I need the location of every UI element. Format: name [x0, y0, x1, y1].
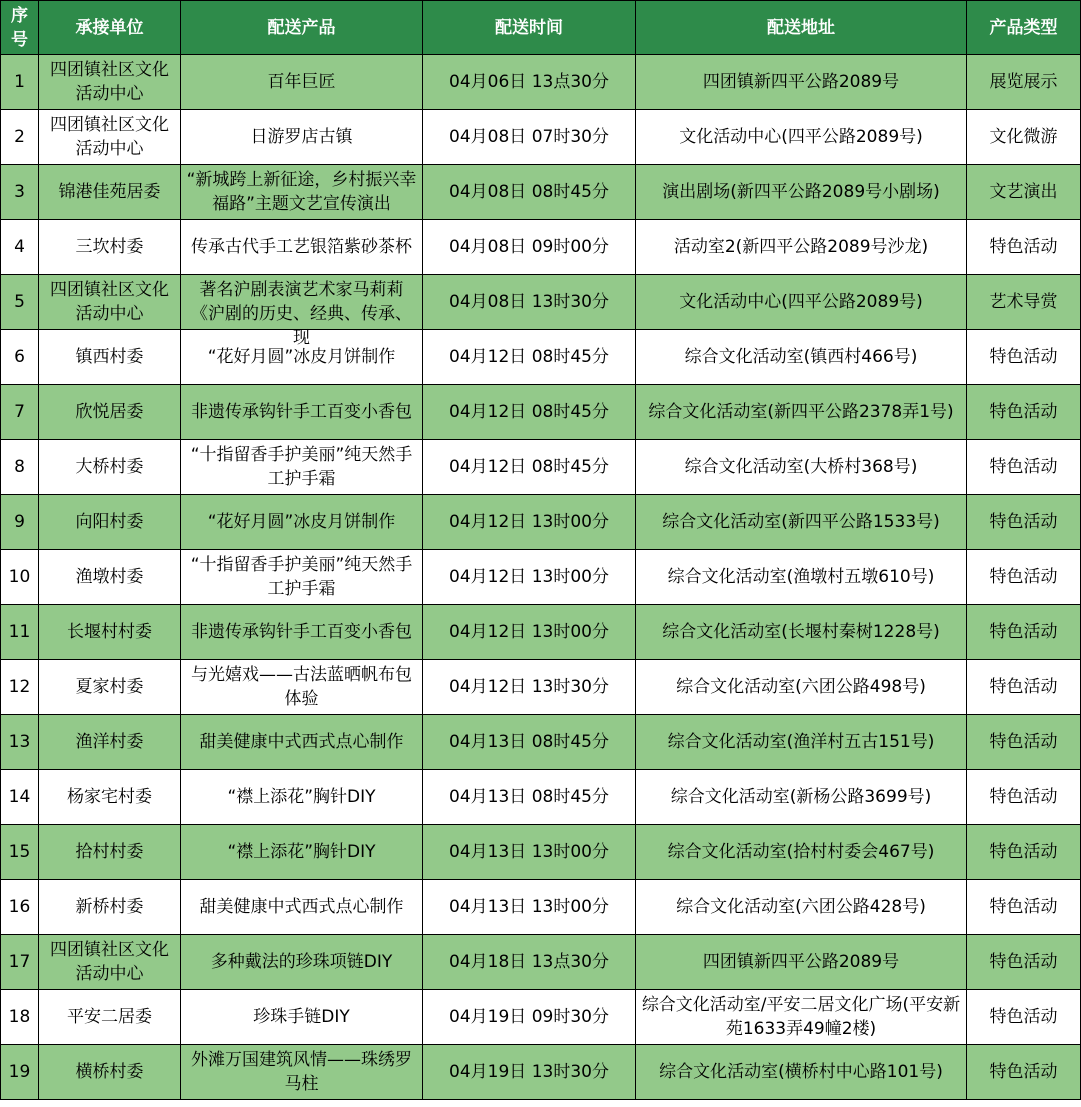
- header-receiving-unit: 承接单位: [39, 1, 181, 55]
- cell-delivery-time: [423, 330, 636, 385]
- cell-delivery-product: [181, 715, 423, 770]
- cell-receiving-unit: [39, 385, 181, 440]
- cell-delivery-time-text: 04月12日 08时45分: [449, 402, 609, 422]
- cell-delivery-product: [181, 550, 423, 605]
- table-row: [1, 1045, 1081, 1100]
- cell-delivery-time-text: 04月12日 13时00分: [449, 622, 609, 642]
- cell-receiving-unit: [39, 275, 181, 330]
- cell-delivery-address-text: 综合文化活动室(镇西村466号): [684, 347, 918, 367]
- cell-product-type: [967, 660, 1081, 715]
- cell-delivery-address-text: 综合文化活动室(横桥村中心路101号): [659, 1062, 943, 1082]
- table-row: [1, 935, 1081, 990]
- cell-delivery-product-text: 甜美健康中式西式点心制作: [199, 897, 404, 917]
- cell-serial-number-text: 9: [14, 512, 25, 532]
- cell-product-type: [967, 275, 1081, 330]
- table-row: [1, 715, 1081, 770]
- cell-delivery-address-text: 演出剧场(新四平公路2089号小剧场): [662, 182, 940, 202]
- cell-delivery-product: [181, 605, 423, 660]
- cell-receiving-unit-text: 锦港佳苑居委: [58, 182, 161, 202]
- cell-receiving-unit: [39, 550, 181, 605]
- cell-delivery-time: [423, 220, 636, 275]
- cell-delivery-time: [423, 935, 636, 990]
- cell-delivery-address: [636, 935, 967, 990]
- cell-delivery-address-text: 综合文化活动室(六团公路428号): [676, 897, 926, 917]
- cell-delivery-time-text: 04月12日 08时45分: [449, 457, 609, 477]
- cell-delivery-time: [423, 165, 636, 220]
- cell-delivery-product: [181, 220, 423, 275]
- cell-delivery-address: [636, 165, 967, 220]
- cell-receiving-unit: [39, 165, 181, 220]
- cell-delivery-address: [636, 990, 967, 1045]
- cell-delivery-address-text: 综合文化活动室(长堰村秦树1228号): [662, 622, 940, 642]
- cell-serial-number: [1, 880, 39, 935]
- cell-delivery-product: [181, 385, 423, 440]
- cell-delivery-time: [423, 1045, 636, 1100]
- table-row: [1, 660, 1081, 715]
- cell-product-type: [967, 715, 1081, 770]
- cell-serial-number-text: 4: [14, 237, 25, 257]
- cell-delivery-time-text: 04月08日 09时00分: [449, 237, 609, 257]
- cell-delivery-time-text: 04月18日 13点30分: [449, 952, 609, 972]
- cell-delivery-address-text: 综合文化活动室(新四平公路1533号): [662, 512, 940, 532]
- cell-serial-number-text: 10: [8, 567, 31, 587]
- cell-delivery-product-text: “花好月圆”冰皮月饼制作: [207, 512, 396, 532]
- cell-receiving-unit-text: 杨家宅村委: [67, 787, 152, 807]
- cell-delivery-address: [636, 110, 967, 165]
- cell-delivery-time-text: 04月08日 13时30分: [449, 292, 609, 312]
- cell-delivery-address: [636, 495, 967, 550]
- cell-serial-number: [1, 330, 39, 385]
- cell-product-type-text: 特色活动: [989, 732, 1058, 752]
- cell-product-type: [967, 55, 1081, 110]
- cell-delivery-time: [423, 660, 636, 715]
- table-row: [1, 275, 1081, 330]
- cell-receiving-unit: [39, 660, 181, 715]
- table-row: [1, 550, 1081, 605]
- cell-receiving-unit: [39, 1045, 181, 1100]
- cell-delivery-address: [636, 880, 967, 935]
- cell-product-type: [967, 1045, 1081, 1100]
- cell-receiving-unit-text: 四团镇社区文化活动中心: [50, 940, 169, 984]
- cell-serial-number-text: 13: [8, 732, 31, 752]
- cell-delivery-product-text: 珍珠手链DIY: [253, 1007, 350, 1027]
- cell-receiving-unit: [39, 440, 181, 495]
- cell-delivery-time-text: 04月08日 08时45分: [449, 182, 609, 202]
- table-row: [1, 825, 1081, 880]
- cell-delivery-product-text: 多种戴法的珍珠项链DIY: [210, 952, 393, 972]
- cell-delivery-address-text: 文化活动中心(四平公路2089号): [679, 292, 923, 312]
- cell-delivery-product-text: “十指留香手护美丽”纯天然手工护手霜: [190, 445, 413, 489]
- cell-delivery-product-text: 非遗传承钩针手工百变小香包: [191, 402, 412, 422]
- cell-receiving-unit: [39, 770, 181, 825]
- cell-receiving-unit-text: 渔墩村委: [75, 567, 144, 587]
- cell-delivery-time-text: 04月12日 13时30分: [449, 677, 609, 697]
- cell-delivery-time: [423, 440, 636, 495]
- cell-receiving-unit-text: 夏家村委: [75, 677, 144, 697]
- cell-delivery-product: [181, 440, 423, 495]
- cell-product-type: [967, 825, 1081, 880]
- cell-product-type-text: 特色活动: [989, 1007, 1058, 1027]
- cell-receiving-unit: [39, 880, 181, 935]
- cell-delivery-product-text: “襟上添花”胸针DIY: [227, 787, 376, 807]
- cell-delivery-time-text: 04月13日 08时45分: [449, 732, 609, 752]
- table-row: [1, 440, 1081, 495]
- cell-receiving-unit: [39, 330, 181, 385]
- cell-receiving-unit: [39, 990, 181, 1045]
- cell-delivery-product-text: 外滩万国建筑风情——珠绣罗马柱: [191, 1050, 412, 1094]
- cell-serial-number-text: 5: [14, 292, 25, 312]
- cell-delivery-product: [181, 110, 423, 165]
- cell-receiving-unit-text: 大桥村委: [75, 457, 144, 477]
- header-delivery-time: 配送时间: [423, 1, 636, 55]
- cell-product-type-text: 特色活动: [989, 787, 1058, 807]
- cell-delivery-time: [423, 715, 636, 770]
- cell-delivery-address: [636, 1045, 967, 1100]
- cell-delivery-product-text: 甜美健康中式西式点心制作: [199, 732, 404, 752]
- cell-delivery-address: [636, 385, 967, 440]
- cell-delivery-address: [636, 330, 967, 385]
- cell-delivery-address-text: 四团镇新四平公路2089号: [702, 952, 900, 972]
- cell-delivery-product-text: 著名沪剧表演艺术家马莉莉《沪剧的历史、经典、传承、现: [191, 280, 412, 348]
- cell-delivery-address-text: 综合文化活动室/平安二居文化广场(平安新苑1633弄49幢2楼): [641, 995, 961, 1039]
- cell-delivery-product: [181, 275, 423, 348]
- cell-delivery-time-text: 04月13日 13时00分: [449, 897, 609, 917]
- table-row: [1, 880, 1081, 935]
- cell-receiving-unit-text: 四团镇社区文化活动中心: [50, 115, 169, 159]
- cell-delivery-product-text: “花好月圆”冰皮月饼制作: [207, 347, 396, 367]
- cell-serial-number-text: 15: [8, 842, 31, 862]
- cell-delivery-product-text: 日游罗店古镇: [250, 127, 353, 147]
- cell-product-type-text: 特色活动: [989, 347, 1058, 367]
- cell-serial-number-text: 17: [8, 952, 31, 972]
- table-row: [1, 495, 1081, 550]
- cell-serial-number: [1, 55, 39, 110]
- cell-receiving-unit: [39, 110, 181, 165]
- cell-delivery-time-text: 04月19日 13时30分: [449, 1062, 609, 1082]
- cell-serial-number: [1, 770, 39, 825]
- cell-receiving-unit-text: 渔洋村委: [75, 732, 144, 752]
- cell-product-type-text: 文艺演出: [989, 182, 1058, 202]
- cell-delivery-product-text: “新城跨上新征途，乡村振兴幸福路”主题文艺宣传演出: [186, 170, 417, 214]
- cell-delivery-address-text: 综合文化活动室(新杨公路3699号): [670, 787, 932, 807]
- cell-product-type-text: 特色活动: [989, 622, 1058, 642]
- cell-delivery-product: [181, 770, 423, 825]
- cell-receiving-unit-text: 横桥村委: [75, 1062, 144, 1082]
- table-body: [1, 55, 1081, 1100]
- cell-product-type-text: 展览展示: [989, 72, 1058, 92]
- cell-product-type-text: 特色活动: [989, 457, 1058, 477]
- cell-delivery-product: [181, 880, 423, 935]
- cell-serial-number: [1, 220, 39, 275]
- cell-product-type: [967, 605, 1081, 660]
- cell-delivery-product-text: “襟上添花”胸针DIY: [227, 842, 376, 862]
- table-row: [1, 110, 1081, 165]
- cell-serial-number-text: 1: [14, 72, 25, 92]
- cell-delivery-time: [423, 825, 636, 880]
- cell-delivery-address-text: 文化活动中心(四平公路2089号): [679, 127, 923, 147]
- cell-delivery-product-text: 传承古代手工艺银箔紫砂茶杯: [191, 237, 412, 257]
- cell-product-type-text: 特色活动: [989, 677, 1058, 697]
- header-delivery-product: 配送产品: [181, 1, 423, 55]
- cell-serial-number: [1, 165, 39, 220]
- cell-delivery-time-text: 04月08日 07时30分: [449, 127, 609, 147]
- cell-delivery-address: [636, 440, 967, 495]
- cell-product-type-text: 文化微游: [989, 127, 1058, 147]
- cell-product-type: [967, 385, 1081, 440]
- cell-product-type: [967, 495, 1081, 550]
- cell-serial-number: [1, 1045, 39, 1100]
- cell-receiving-unit-text: 四团镇社区文化活动中心: [50, 60, 169, 104]
- cell-receiving-unit-text: 三坎村委: [75, 237, 144, 257]
- cell-product-type: [967, 770, 1081, 825]
- cell-serial-number: [1, 385, 39, 440]
- cell-delivery-address: [636, 220, 967, 275]
- cell-serial-number-text: 12: [8, 677, 31, 697]
- cell-delivery-address-text: 综合文化活动室(拾村村委会467号): [667, 842, 935, 862]
- cell-delivery-time-text: 04月12日 13时00分: [449, 512, 609, 532]
- cell-delivery-time: [423, 880, 636, 935]
- table-row: [1, 165, 1081, 220]
- cell-serial-number-text: 16: [8, 897, 31, 917]
- cell-delivery-time-text: 04月12日 13时00分: [449, 567, 609, 587]
- cell-product-type-text: 特色活动: [989, 952, 1058, 972]
- table-row: [1, 330, 1081, 385]
- cell-receiving-unit-text: 镇西村委: [75, 347, 144, 367]
- cell-delivery-address-text: 综合文化活动室(六团公路498号): [676, 677, 926, 697]
- cell-serial-number: [1, 605, 39, 660]
- cell-product-type: [967, 935, 1081, 990]
- cell-serial-number-text: 6: [14, 347, 25, 367]
- cell-serial-number: [1, 990, 39, 1045]
- cell-receiving-unit-text: 四团镇社区文化活动中心: [50, 280, 169, 324]
- header-product-type: 产品类型: [967, 1, 1081, 55]
- cell-delivery-time-text: 04月12日 08时45分: [449, 347, 609, 367]
- cell-serial-number-text: 19: [8, 1062, 31, 1082]
- cell-serial-number-text: 8: [14, 457, 25, 477]
- cell-delivery-time-text: 04月06日 13点30分: [449, 72, 609, 92]
- cell-serial-number-text: 18: [8, 1007, 31, 1027]
- cell-receiving-unit-text: 平安二居委: [67, 1007, 152, 1027]
- table-row: [1, 605, 1081, 660]
- cell-delivery-address-text: 综合文化活动室(新四平公路2378弄1号): [648, 402, 954, 422]
- cell-serial-number-text: 7: [14, 402, 25, 422]
- header-serial-number: 序号: [1, 1, 39, 55]
- cell-delivery-time: [423, 110, 636, 165]
- cell-serial-number: [1, 715, 39, 770]
- cell-receiving-unit-text: 拾村村委: [75, 842, 144, 862]
- cell-serial-number: [1, 935, 39, 990]
- header-delivery-address: 配送地址: [636, 1, 967, 55]
- cell-product-type-text: 特色活动: [989, 567, 1058, 587]
- cell-receiving-unit: [39, 825, 181, 880]
- cell-product-type-text: 特色活动: [989, 512, 1058, 532]
- table-row: [1, 220, 1081, 275]
- cell-delivery-product: [181, 825, 423, 880]
- cell-serial-number-text: 11: [8, 622, 31, 642]
- cell-serial-number-text: 2: [14, 127, 25, 147]
- cell-delivery-address: [636, 770, 967, 825]
- cell-delivery-time: [423, 605, 636, 660]
- cell-delivery-address: [636, 660, 967, 715]
- cell-delivery-time: [423, 550, 636, 605]
- cell-delivery-time-text: 04月13日 08时45分: [449, 787, 609, 807]
- cell-delivery-time: [423, 990, 636, 1045]
- cell-delivery-time: [423, 770, 636, 825]
- table-header: [1, 1, 1081, 55]
- cell-product-type: [967, 880, 1081, 935]
- cell-product-type: [967, 110, 1081, 165]
- cell-receiving-unit: [39, 935, 181, 990]
- cell-delivery-product: [181, 935, 423, 990]
- cell-delivery-address-text: 综合文化活动室(渔洋村五古151号): [667, 732, 935, 752]
- cell-delivery-time-text: 04月13日 13时00分: [449, 842, 609, 862]
- cell-receiving-unit: [39, 220, 181, 275]
- cell-receiving-unit-text: 长堰村村委: [67, 622, 152, 642]
- table-row: [1, 385, 1081, 440]
- cell-delivery-product: [181, 990, 423, 1045]
- cell-serial-number: [1, 440, 39, 495]
- cell-delivery-time: [423, 55, 636, 110]
- cell-delivery-product: [181, 495, 423, 550]
- cell-receiving-unit-text: 新桥村委: [75, 897, 144, 917]
- cell-delivery-product: [181, 165, 423, 220]
- cell-product-type-text: 特色活动: [989, 402, 1058, 422]
- cell-receiving-unit: [39, 55, 181, 110]
- header-row: [1, 1, 1081, 55]
- cell-delivery-product: [181, 660, 423, 715]
- cell-product-type: [967, 330, 1081, 385]
- cell-product-type-text: 特色活动: [989, 1062, 1058, 1082]
- cell-product-type: [967, 990, 1081, 1045]
- cell-delivery-time: [423, 385, 636, 440]
- cell-product-type-text: 特色活动: [989, 237, 1058, 257]
- cell-serial-number: [1, 550, 39, 605]
- cell-delivery-address: [636, 825, 967, 880]
- cell-delivery-product: [181, 1045, 423, 1100]
- cell-delivery-address: [636, 275, 967, 330]
- cell-delivery-product-text: 百年巨匠: [267, 72, 336, 92]
- table-row: [1, 770, 1081, 825]
- cell-delivery-product: [181, 55, 423, 110]
- table-row: [1, 990, 1081, 1045]
- cell-receiving-unit: [39, 715, 181, 770]
- cell-product-type-text: 艺术导赏: [989, 292, 1058, 312]
- cell-product-type: [967, 440, 1081, 495]
- cell-product-type: [967, 550, 1081, 605]
- cell-serial-number: [1, 110, 39, 165]
- cell-serial-number-text: 14: [8, 787, 31, 807]
- cell-receiving-unit-text: 向阳村委: [75, 512, 144, 532]
- cell-delivery-address-text: 活动室2(新四平公路2089号沙龙): [673, 237, 929, 257]
- cell-delivery-product-text: 非遗传承钩针手工百变小香包: [191, 622, 412, 642]
- cell-serial-number: [1, 660, 39, 715]
- cell-serial-number: [1, 275, 39, 330]
- cell-delivery-address: [636, 550, 967, 605]
- cell-delivery-product-text: “十指留香手护美丽”纯天然手工护手霜: [190, 555, 413, 599]
- cell-delivery-address-text: 四团镇新四平公路2089号: [702, 72, 900, 92]
- cell-delivery-product-text: 与光嬉戏——古法蓝晒帆布包体验: [191, 665, 412, 709]
- cell-product-type-text: 特色活动: [989, 842, 1058, 862]
- cell-delivery-address-text: 综合文化活动室(渔墩村五墩610号): [667, 567, 935, 587]
- cell-receiving-unit: [39, 495, 181, 550]
- cell-serial-number-text: 3: [14, 182, 25, 202]
- cell-receiving-unit: [39, 605, 181, 660]
- cell-receiving-unit-text: 欣悦居委: [75, 402, 144, 422]
- cell-delivery-address-text: 综合文化活动室(大桥村368号): [684, 457, 918, 477]
- cell-product-type: [967, 220, 1081, 275]
- cell-delivery-address: [636, 55, 967, 110]
- cell-delivery-time: [423, 495, 636, 550]
- cell-delivery-address: [636, 715, 967, 770]
- cell-product-type: [967, 165, 1081, 220]
- cell-delivery-time: [423, 275, 636, 330]
- cell-serial-number: [1, 825, 39, 880]
- cell-delivery-time-text: 04月19日 09时30分: [449, 1007, 609, 1027]
- cell-serial-number: [1, 495, 39, 550]
- cell-product-type-text: 特色活动: [989, 897, 1058, 917]
- table-row: [1, 55, 1081, 110]
- cell-delivery-address: [636, 605, 967, 660]
